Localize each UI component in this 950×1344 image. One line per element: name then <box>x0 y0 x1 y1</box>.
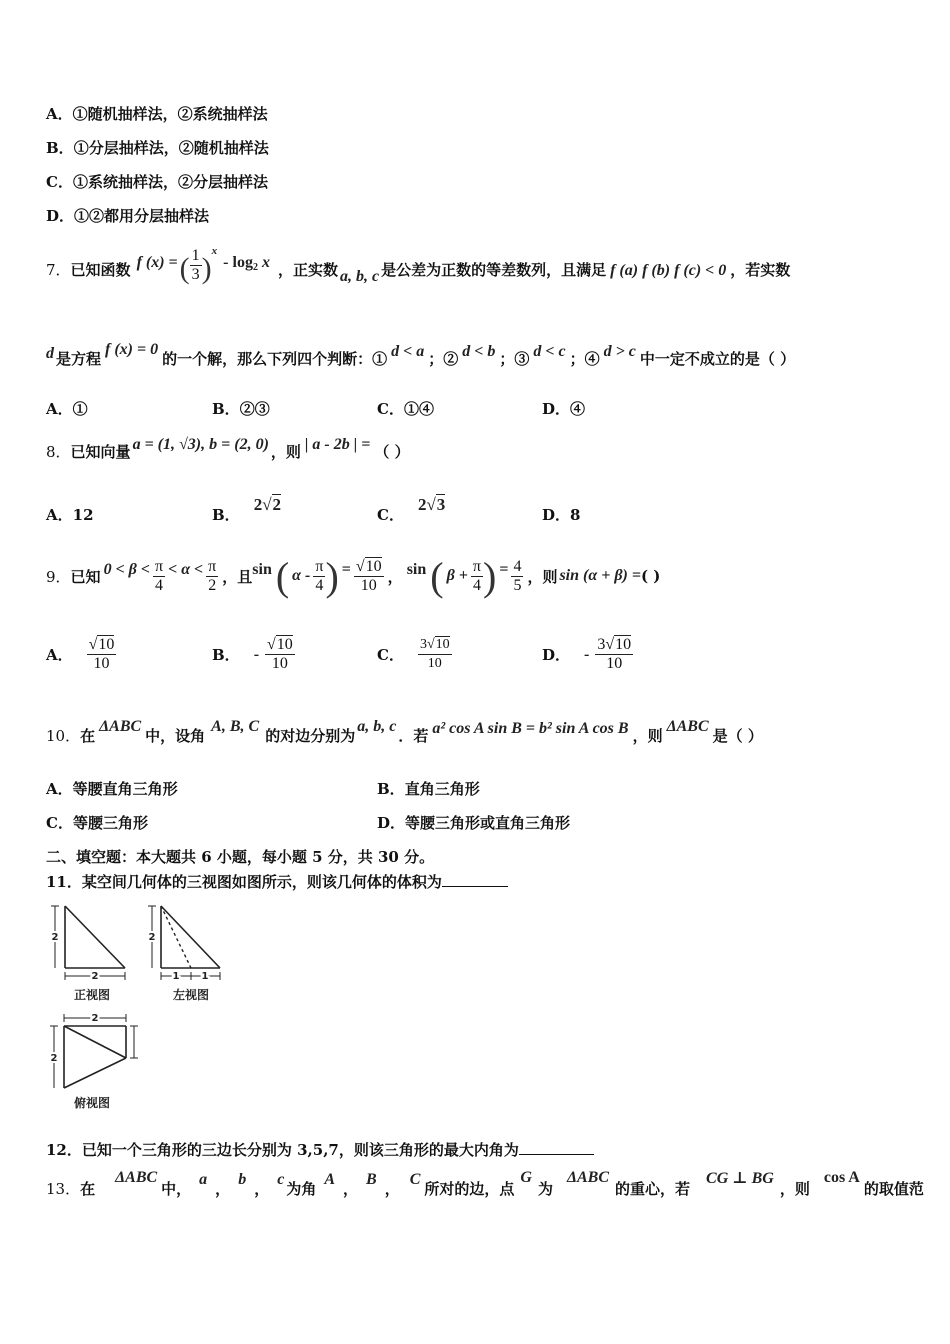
q7-option-d: D．④ <box>542 400 586 418</box>
q7-base-fraction: $\frac{1}{3}$ <box>191 246 200 283</box>
side-view-dims <box>148 906 220 980</box>
q7-option-b: B．②③ <box>212 400 270 418</box>
q9-option-d: D． - $\frac{3√10}{10}$ <box>542 636 632 672</box>
side-width-label-left: 1 <box>172 971 180 982</box>
top-height-label: 2 <box>50 1053 58 1064</box>
side-view-label: 左视图 <box>172 988 210 1002</box>
q8-option-d: D．8 <box>542 506 581 524</box>
front-width-label: 2 <box>91 971 99 982</box>
q6-option-b: B．①分层抽样法，②随机抽样法 <box>46 139 269 157</box>
q9-stem: 9． 已知 0 < β < $\frac{\pi}{4}$ < α < $\frac{\pi}{2}$ ，且 sin ( α - $\frac{\pi}{4}$ ) = $\frac{√10}{10}$ ， sin ( β + $\frac{\pi}{4}$ ) = $\frac{4}{5}$ ，则 sin (α + β) = ( ) <box>46 553 661 599</box>
q6-option-d: D．①②都用分层抽样法 <box>46 207 210 225</box>
front-view <box>65 906 125 968</box>
q7-line-1: 7． 已知函数 f (x) = ( $\frac{1}{3}$ ) $^x$ - log $_2$ x ，正实数 a, b, c 是公差为正数的等差数列，且满足 f (a) f (b) f (c) < 0 ，若实数 <box>46 245 791 285</box>
q11-stem: 11．某空间几何体的三视图如图所示，则该几何体的体积为 <box>46 871 508 892</box>
front-view-dims <box>51 906 125 980</box>
q6-option-c: C．①系统抽样法，②分层抽样法 <box>46 173 268 191</box>
q13-stem: 13． 在 ΔABC 中， a ， b ， c 为角 A ， B ， C 所对的边，点 G 为 ΔABC 的重心，若 CG ⊥ BG ，则 cos A 的取值范 <box>46 1169 924 1198</box>
q9-option-b: B． - $\frac{√10}{10}$ <box>212 636 293 672</box>
q10-option-c: C．等腰三角形 <box>46 814 148 832</box>
q7-option-a: A．① <box>46 400 88 418</box>
front-height-label: 2 <box>51 932 59 943</box>
side-view-hidden-edge <box>161 906 191 968</box>
q8-option-b: B．2√2 <box>212 495 282 524</box>
side-height-label: 2 <box>148 932 156 943</box>
q8-option-c: C．2√3 <box>377 495 446 524</box>
q11-three-view-figure <box>44 898 274 1118</box>
q10-option-a: A．等腰直角三角形 <box>46 780 178 798</box>
q7-option-c: C．①④ <box>377 400 434 418</box>
q6-option-a: A．①随机抽样法，②系统抽样法 <box>46 105 268 123</box>
section-fill-in-heading: 二、填空题：本大题共 6 小题，每小题 5 分，共 30 分。 <box>46 848 435 866</box>
side-width-label-right: 1 <box>201 971 209 982</box>
q8-option-a: A．12 <box>46 506 94 524</box>
top-view-label: 俯视图 <box>73 1096 111 1110</box>
q12-answer-blank <box>519 1139 594 1155</box>
q10-option-b: B．直角三角形 <box>377 780 480 798</box>
q12-stem: 12．已知一个三角形的三边长分别为 3,5,7，则该三角形的最大内角为 <box>46 1139 594 1160</box>
top-view <box>64 1026 126 1088</box>
q10-option-d: D．等腰三角形或直角三角形 <box>377 814 571 832</box>
front-view-label: 正视图 <box>73 988 111 1002</box>
q8-stem: 8． 已知向量 a = (1, √3), b = (2, 0) ，则 | a - 2b | = （ ） <box>46 436 410 461</box>
q9-option-a: A． $\frac{√10}{10}$ <box>46 636 115 672</box>
q11-answer-blank <box>442 871 508 887</box>
side-view <box>161 906 220 968</box>
q7-line-2: d 是方程 f (x) = 0 的一个解，那么下列四个判断：① d < a ；② d < b ；③ d < c ；④ d > c 中一定不成立的是（ ） <box>46 341 796 368</box>
q10-stem: 10． 在 ΔABC 中，设角 A, B, C 的对边分别为 a, b, c ．若 a² cos A sin B = b² sin A cos B ，则 ΔABC 是（ ） <box>46 718 763 745</box>
q9-option-c: C． $\frac{3√10}{10}$ <box>377 637 450 671</box>
top-width-label: 2 <box>91 1013 99 1024</box>
